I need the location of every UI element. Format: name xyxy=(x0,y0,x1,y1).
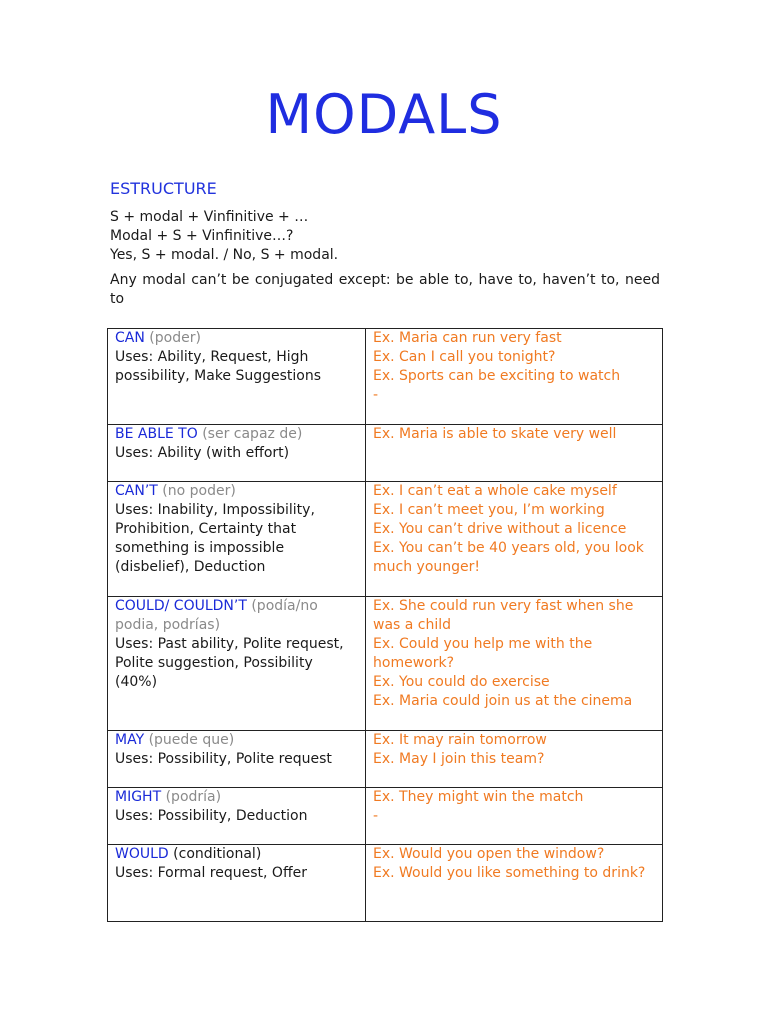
examples-cell xyxy=(366,425,663,482)
modal-cell xyxy=(108,845,366,922)
modal-name: MAY xyxy=(115,732,145,748)
modal-translation: (conditional) xyxy=(173,846,262,862)
table-row xyxy=(108,788,663,845)
example-text: Ex. May I join this team? xyxy=(373,751,545,767)
modal-uses: Uses: Ability (with effort) xyxy=(115,445,290,461)
example-text: Ex. Maria could join us at the cinema xyxy=(373,693,633,709)
examples-cell xyxy=(366,597,663,731)
page-title: MODALS xyxy=(265,83,503,146)
example-text: Ex. Could you help me with the homework? xyxy=(373,636,593,671)
example-text: Ex. Can I call you tonight? xyxy=(373,349,556,365)
modal-cell xyxy=(108,482,366,597)
modal-translation: (poder) xyxy=(149,330,201,346)
table-row xyxy=(108,731,663,788)
modal-name: CAN xyxy=(115,330,145,346)
modal-cell xyxy=(108,788,366,845)
modal-translation: (puede que) xyxy=(148,732,235,748)
modal-uses: Uses: Possibility, Polite request xyxy=(115,751,332,767)
structure-line: Modal + S + Vinfinitive…? xyxy=(110,228,294,244)
modal-uses: Uses: Possibility, Deduction xyxy=(115,808,308,824)
modal-translation: (podría) xyxy=(165,789,222,805)
modal-cell xyxy=(108,731,366,788)
example-text: Ex. Would you open the window? xyxy=(373,846,605,862)
examples-cell xyxy=(366,731,663,788)
modal-uses: Uses: Inability, Impossibility, Prohibition, Certainty that something is impossible (disbelief), Deduction xyxy=(115,502,315,575)
table-row xyxy=(108,329,663,425)
structure-line: S + modal + Vinfinitive + … xyxy=(110,209,309,225)
modal-name: BE ABLE TO xyxy=(115,426,198,442)
modal-translation: (no poder) xyxy=(162,483,236,499)
table-row xyxy=(108,845,663,922)
structure-line: Yes, S + modal. / No, S + modal. xyxy=(110,247,339,263)
modals-table xyxy=(107,328,663,922)
modal-uses: Uses: Past ability, Polite request, Polite suggestion, Possibility (40%) xyxy=(115,636,344,690)
modal-translation: (ser capaz de) xyxy=(202,426,303,442)
example-text: Ex. Sports can be exciting to watch xyxy=(373,368,621,384)
modal-name: COULD/ COULDN’T xyxy=(115,598,247,614)
example-text: Ex. She could run very fast when she was a child xyxy=(373,598,634,633)
modal-cell xyxy=(108,329,366,425)
example-text: - xyxy=(373,387,379,403)
modal-uses: Uses: Ability, Request, High possibility, Make Suggestions xyxy=(115,349,322,384)
modal-translation: (podía/no podia, podrías) xyxy=(115,598,318,633)
examples-cell xyxy=(366,788,663,845)
structure-lines xyxy=(110,208,338,265)
modal-cell xyxy=(108,597,366,731)
structure-heading: ESTRUCTURE xyxy=(110,179,217,198)
table-row xyxy=(108,482,663,597)
example-text: Ex. They might win the match xyxy=(373,789,584,805)
example-text: Ex. It may rain tomorrow xyxy=(373,732,547,748)
modal-cell xyxy=(108,425,366,482)
example-text: Ex. You can’t drive without a licence xyxy=(373,521,627,537)
example-text: Ex. You could do exercise xyxy=(373,674,550,690)
example-text: Ex. I can’t eat a whole cake myself xyxy=(373,483,617,499)
examples-cell xyxy=(366,329,663,425)
example-text: Ex. Maria can run very fast xyxy=(373,330,562,346)
example-text: Ex. You can’t be 40 years old, you look much younger! xyxy=(373,540,644,575)
modal-uses: Uses: Formal request, Offer xyxy=(115,865,307,881)
modal-name: MIGHT xyxy=(115,789,162,805)
table-row xyxy=(108,425,663,482)
modal-name: WOULD xyxy=(115,846,169,862)
example-text: Ex. Would you like something to drink? xyxy=(373,865,646,881)
examples-cell xyxy=(366,482,663,597)
example-text: Ex. Maria is able to skate very well xyxy=(373,426,617,442)
examples-cell xyxy=(366,845,663,922)
example-text: - xyxy=(373,808,379,824)
modal-name: CAN’T xyxy=(115,483,158,499)
table-row xyxy=(108,597,663,731)
conjugation-note: Any modal can’t be conjugated except: be able to, have to, haven’t to, need to xyxy=(110,272,660,307)
example-text: Ex. I can’t meet you, I’m working xyxy=(373,502,605,518)
